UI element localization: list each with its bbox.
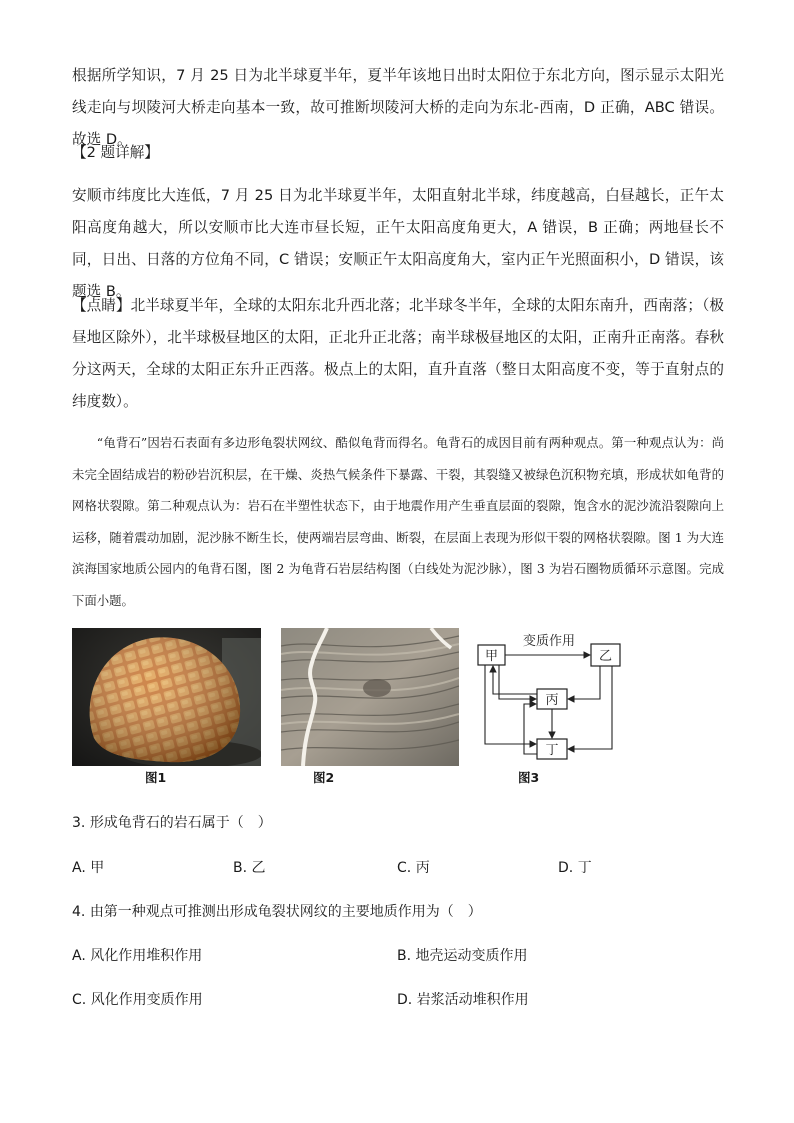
figure-3-caption: 图3 (518, 770, 540, 785)
question-2-explanation: 安顺市纬度比大连低，7 月 25 日为北半球夏半年，太阳直射北半球，纬度越高，白昼越长，正午太阳高度角越大，所以安顺市比大连市昼长短，正午太阳高度角更大，A 错误，B 正确；两地昼长不同，日出、日落的方位角不同，C 错误；安顺正午太阳高度角大，室内正午光照面积小，D 错误，该题选 B。 (72, 187, 724, 300)
answer-1-conclusion: 根据所学知识，7 月 25 日为北半球夏半年，夏半年该地日出时太阳位于东北方向，图示显示太阳光线走向与坝陵河大桥走向基本一致，故可推断坝陵河大桥的走向为东北-西南，D 正确，ABC 错误。故选 D。 (72, 67, 724, 148)
metamorphism-label: 变质作用 (522, 634, 576, 649)
question-4-option-d[interactable] (397, 990, 529, 1010)
question-4-option-a[interactable] (72, 946, 202, 966)
option-text: 地壳运动变质作用 (415, 948, 528, 964)
question-3-option-a[interactable] (72, 858, 104, 878)
figure-2-caption: 图2 (313, 770, 335, 785)
option-text: 岩浆活动堆积作用 (416, 992, 529, 1008)
option-letter: B. (397, 948, 412, 964)
tip-text: 北半球夏半年，全球的太阳东北升西北落；北半球冬半年，全球的太阳东南升，西南落；（极昼地区除外），北半球极昼地区的太阳，正北升正北落；南半球极昼地区的太阳，正南升正南落。春秋分这两天，全球的太阳正东升正西落。极点上的太阳，直升直落（整日太阳高度不变，等于直射点的纬度数）。 (72, 297, 724, 410)
figure-3-rock-cycle-diagram (472, 628, 622, 766)
question-3-option-d[interactable] (558, 858, 592, 878)
option-letter: D. (397, 992, 413, 1008)
option-letter: C. (72, 992, 87, 1008)
option-letter: A. (72, 860, 86, 876)
tip-label: 【点睛】 (72, 297, 131, 314)
reading-passage: “龟背石”因岩石表面有多边形龟裂状网纹、酷似龟背而得名。龟背石的成因目前有两种观点。第一种观点认为：尚未完全固结成岩的粉砂岩沉积层，在干燥、炎热气候条件下暴露、干裂，其裂缝又被绿色沉积物充填，形成状如龟背的网格状裂隙。第二种观点认为：岩石在半塑性状态下，由于地震作用产生垂直层面的裂隙，饱含水的泥沙流沿裂隙向上运移，随着震动加剧，泥沙脉不断生长，使两端岩层弯曲、断裂，在层面上表现为形似干裂的网格状裂隙。图 1 为大连滨海国家地质公园内的龟背石图，图 2 为龟背石岩层结构图（白线处为泥沙脉），图 3 为岩石圈物质循环示意图。完成下面小题。 (72, 435, 724, 608)
node-ding-label: 丁 (545, 743, 559, 758)
question-3-number: 3. (72, 815, 86, 831)
question-4-option-b[interactable] (397, 946, 528, 966)
option-letter: B. (233, 860, 248, 876)
node-yi-label: 乙 (598, 649, 613, 664)
question-3-text: 形成龟背石的岩石属于（ ） (89, 815, 272, 831)
question-4-option-c[interactable] (72, 990, 203, 1010)
option-text: 风化作用堆积作用 (90, 948, 203, 964)
figure-2-rock-layer-structure-image (281, 628, 459, 766)
figure-1-caption: 图1 (145, 770, 167, 785)
option-letter: A. (72, 948, 86, 964)
question-3-option-c[interactable] (397, 858, 430, 878)
figure-1-turtle-back-stone-image (72, 628, 261, 766)
question-4-text: 由第一种观点可推测出形成龟裂状网纹的主要地质作用为（ ） (89, 904, 482, 920)
question-3-stem (72, 813, 272, 833)
option-text: 丁 (577, 860, 592, 876)
question-4-stem (72, 902, 482, 922)
option-text: 丙 (415, 860, 430, 876)
option-text: 甲 (90, 860, 105, 876)
tip-section (72, 290, 724, 418)
question-3-option-b[interactable] (233, 858, 266, 878)
node-bing-label: 丙 (545, 693, 559, 708)
question-4-number: 4. (72, 904, 86, 920)
node-jia-label: 甲 (484, 649, 499, 664)
option-text: 乙 (251, 860, 266, 876)
option-letter: C. (397, 860, 412, 876)
question-2-heading: 【2 题详解】 (72, 144, 159, 161)
option-text: 风化作用变质作用 (90, 992, 203, 1008)
option-letter: D. (558, 860, 574, 876)
